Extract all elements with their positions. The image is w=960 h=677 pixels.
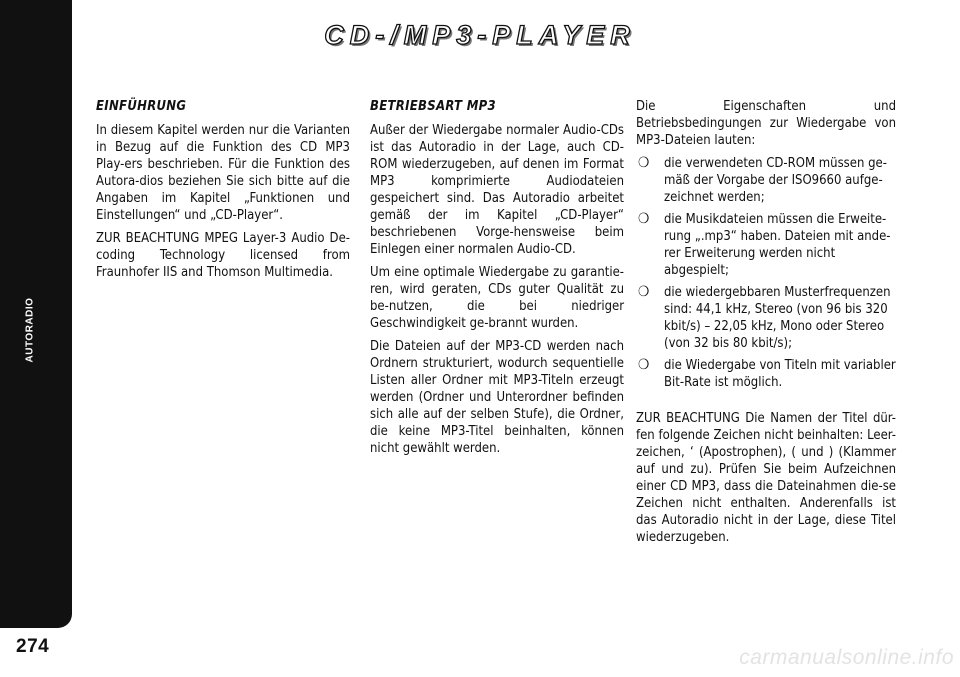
- mp3-mode-paragraph-2: Um eine optimale Wiedergabe zu garantie-ren, wird geraten, CDs guter Qualität zu be-nutzen, die bei niedriger Geschwindigkeit ge-brannt wurden.: [370, 265, 624, 331]
- list-item: ❍ die Wiedergabe von Titeln mit variabler Bit-Rate ist möglich.: [638, 357, 896, 390]
- filename-note: ZUR BEACHTUNG Die Namen der Titel dür-fen folgende Zeichen nicht beinhalten: Leer-zeichen, ‘ (Apostrophen), ( und ) (Klammer auf und zu). Prüfen Sie beim Aufzeichnen einer CD MP3, dass die Dateinahmen die-se Zeichen nicht enthalten. Anderenfalls ist das Autoradio nicht in der Lage, diese Titel wiederzugeben.: [636, 411, 896, 545]
- bullet-circle-icon: ❍: [638, 155, 650, 171]
- license-note: ZUR BEACHTUNG MPEG Layer-3 Audio De-coding Technology licensed from Fraunhofer IIS and Thomson Multimedia.: [96, 231, 350, 280]
- list-item: ❍ die wiedergebbaren Musterfrequenzen sind: 44,1 kHz, Stereo (von 96 bis 320 kbit/s) – 22,05 kHz, Mono oder Stereo (von 32 bis 80 kbit/s);: [638, 284, 891, 351]
- column-intro: [96, 98, 350, 287]
- section-label: AUTORADIO: [24, 297, 36, 363]
- list-item: ❍ die verwendeten CD-ROM müssen ge-mäß der Vorgabe der ISO9660 aufge-zeichnet werden;: [638, 155, 887, 205]
- side-tab: [0, 0, 72, 628]
- bullet-circle-icon: ❍: [638, 284, 650, 300]
- mp3-mode-paragraph-1: Außer der Wiedergabe normaler Audio-CDs ist das Autoradio in der Lage, auch CD-ROM wiederzugeben, auf denen im Format MP3 komprimierte Audiodateien gespeichert sind. Das Autoradio arbeitet gemäß der im Kapitel „CD-Player“ beschriebenen Vorge-hensweise beim Einlegen einer normalen Audio-CD.: [370, 123, 624, 257]
- mp3-mode-heading: BETRIEBSART MP3: [370, 99, 496, 114]
- page-number: 274: [16, 636, 50, 657]
- requirements-intro: Die Eigenschaften und Betriebsbedingungen zur Wiedergabe von MP3-Dateien lauten:: [636, 99, 896, 148]
- bullet-circle-icon: ❍: [638, 211, 650, 227]
- column-mp3-mode: [370, 98, 624, 463]
- list-item: ❍ die Musikdateien müssen die Erweite-rung „.mp3“ haben. Dateien mit ande-rer Erweiterung werden nicht abgespielt;: [638, 211, 891, 278]
- bullet-circle-icon: ❍: [638, 357, 650, 373]
- column-requirements: [636, 98, 896, 552]
- intro-paragraph: In diesem Kapitel werden nur die Varianten in Bezug auf die Funktion des CD MP3 Play-ers beschrieben. Für die Funktion des Autora-dios beziehen Sie sich bitte auf die Angaben im Kapitel „Funktionen und Einstellungen“ und „CD-Player“.: [96, 123, 350, 223]
- requirements-list: [636, 155, 896, 391]
- page-title: CD-/MP3-PLAYER: [324, 20, 636, 50]
- watermark: carmanualsonline.info: [739, 646, 954, 669]
- mp3-mode-paragraph-3: Die Dateien auf der MP3-CD werden nach Ordnern strukturiert, wodurch sequentielle Listen aller Ordner mit MP3-Titeln erzeugt werden (Ordner und Unterordner befinden sich alle auf der selben Stufe), die Ordner, die keine MP3-Titel beinhalten, können nicht gewählt werden.: [370, 339, 624, 456]
- intro-heading: EINFÜHRUNG: [96, 99, 187, 114]
